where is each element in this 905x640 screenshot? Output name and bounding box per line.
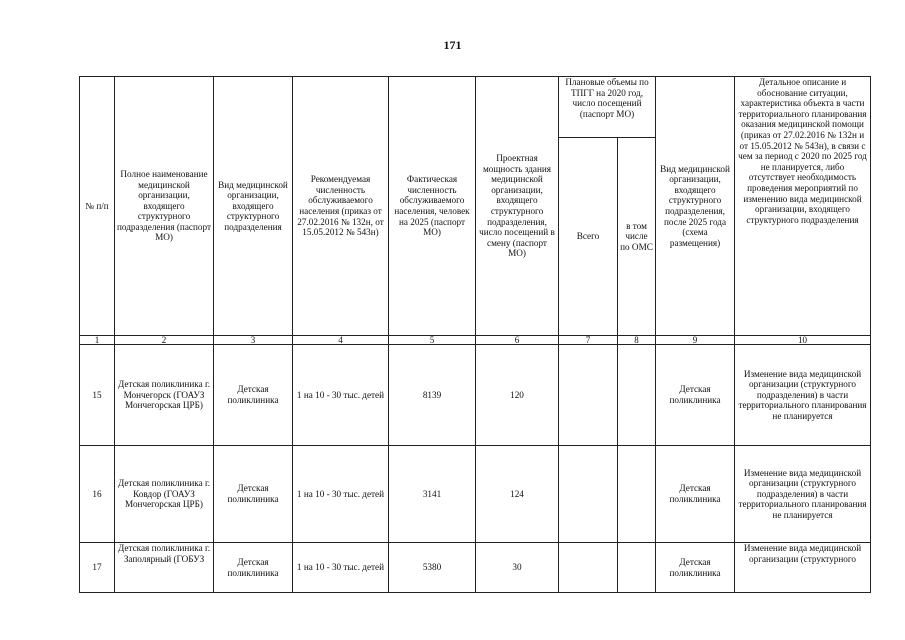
row-total bbox=[559, 543, 618, 593]
row-recommended: 1 на 10 - 30 тыс. детей bbox=[293, 345, 389, 446]
column-numbers-row bbox=[80, 336, 871, 345]
row-type-after: Детская поликлиника bbox=[656, 345, 735, 446]
column-number: 10 bbox=[735, 336, 871, 345]
header-total: Всего bbox=[559, 138, 618, 336]
column-number: 7 bbox=[559, 336, 618, 345]
column-number: 3 bbox=[214, 336, 293, 345]
header-actual: Фактическая численность обслуживаемого населения, человек на 2025 (паспорт МО) bbox=[389, 77, 476, 336]
header-capacity: Проектная мощность здания медицинской организации, входящего структурного подразделения, число посещений в смену (паспорт МО) bbox=[476, 77, 559, 336]
row-type-after: Детская поликлиника bbox=[656, 446, 735, 543]
row-name: Детская поликлиника г. Заполярный (ГОБУЗ bbox=[115, 543, 214, 593]
row-actual: 8139 bbox=[389, 345, 476, 446]
table-row bbox=[80, 345, 871, 446]
header-planned-volumes: Плановые объемы по ТПГГ на 2020 год, число посещений (паспорт МО) bbox=[559, 77, 656, 138]
row-name: Детская поликлиника г. Ковдор (ГОАУЗ Мончегорская ЦРБ) bbox=[115, 446, 214, 543]
row-type: Детская поликлиника bbox=[214, 345, 293, 446]
medical-organizations-table bbox=[79, 76, 871, 593]
column-number: 9 bbox=[656, 336, 735, 345]
row-num: 15 bbox=[80, 345, 115, 446]
header-recommended: Рекомендуемая численность обслуживаемого населения (приказ от 27.02.2016 № 132н, от 15.05.2012 № 543н) bbox=[293, 77, 389, 336]
row-capacity: 30 bbox=[476, 543, 559, 593]
column-number: 4 bbox=[293, 336, 389, 345]
row-num: 17 bbox=[80, 543, 115, 593]
row-capacity: 124 bbox=[476, 446, 559, 543]
page-number: 171 bbox=[443, 38, 462, 52]
column-number: 5 bbox=[389, 336, 476, 345]
row-type: Детская поликлиника bbox=[214, 543, 293, 593]
column-number: 6 bbox=[476, 336, 559, 345]
header-type: Вид медицинской организации, входящего структурного подразделения bbox=[214, 77, 293, 336]
row-actual: 3141 bbox=[389, 446, 476, 543]
column-number: 8 bbox=[618, 336, 656, 345]
row-type: Детская поликлиника bbox=[214, 446, 293, 543]
row-description: Изменение вида медицинской организации (структурного подразделения) в части территориального планирования не планируется bbox=[735, 345, 871, 446]
row-actual: 5380 bbox=[389, 543, 476, 593]
row-recommended: 1 на 10 - 30 тыс. детей bbox=[293, 446, 389, 543]
row-oms bbox=[618, 345, 656, 446]
row-oms bbox=[618, 446, 656, 543]
header-full-name: Полное наименование медицинской организации, входящего структурного подразделения (паспорт МО) bbox=[115, 77, 214, 336]
column-number: 1 bbox=[80, 336, 115, 345]
row-recommended: 1 на 10 - 30 тыс. детей bbox=[293, 543, 389, 593]
row-description: Изменение вида медицинской организации (структурного bbox=[735, 543, 871, 593]
row-oms bbox=[618, 543, 656, 593]
row-description: Изменение вида медицинской организации (структурного подразделения) в части территориального планирования не планируется bbox=[735, 446, 871, 543]
row-num: 16 bbox=[80, 446, 115, 543]
header-type-after: Вид медицинской организации, входящего структурного подразделения, после 2025 года (схема размещения) bbox=[656, 77, 735, 336]
header-num: № п/п bbox=[80, 77, 115, 336]
table-row bbox=[80, 446, 871, 543]
header-description: Детальное описание и обоснование ситуации, характеристика объекта в части территориального планирования оказания медицинской помощи (приказ от 27.02.2016 № 132н и от 15.05.2012 № 543н), в связи с чем за период с 2020 по 2025 год не планируется, либо отсутствует необходимость проведения мероприятий по изменению вида медицинской организации, входящего структурного подразделения bbox=[735, 77, 871, 336]
header-oms: в том числе по ОМС bbox=[618, 138, 656, 336]
row-name: Детская поликлиника г. Мончегорск (ГОАУЗ Мончегорская ЦРБ) bbox=[115, 345, 214, 446]
row-total bbox=[559, 345, 618, 446]
row-total bbox=[559, 446, 618, 543]
table-row bbox=[80, 543, 871, 593]
row-capacity: 120 bbox=[476, 345, 559, 446]
row-type-after: Детская поликлиника bbox=[656, 543, 735, 593]
header-row bbox=[80, 77, 871, 138]
column-number: 2 bbox=[115, 336, 214, 345]
